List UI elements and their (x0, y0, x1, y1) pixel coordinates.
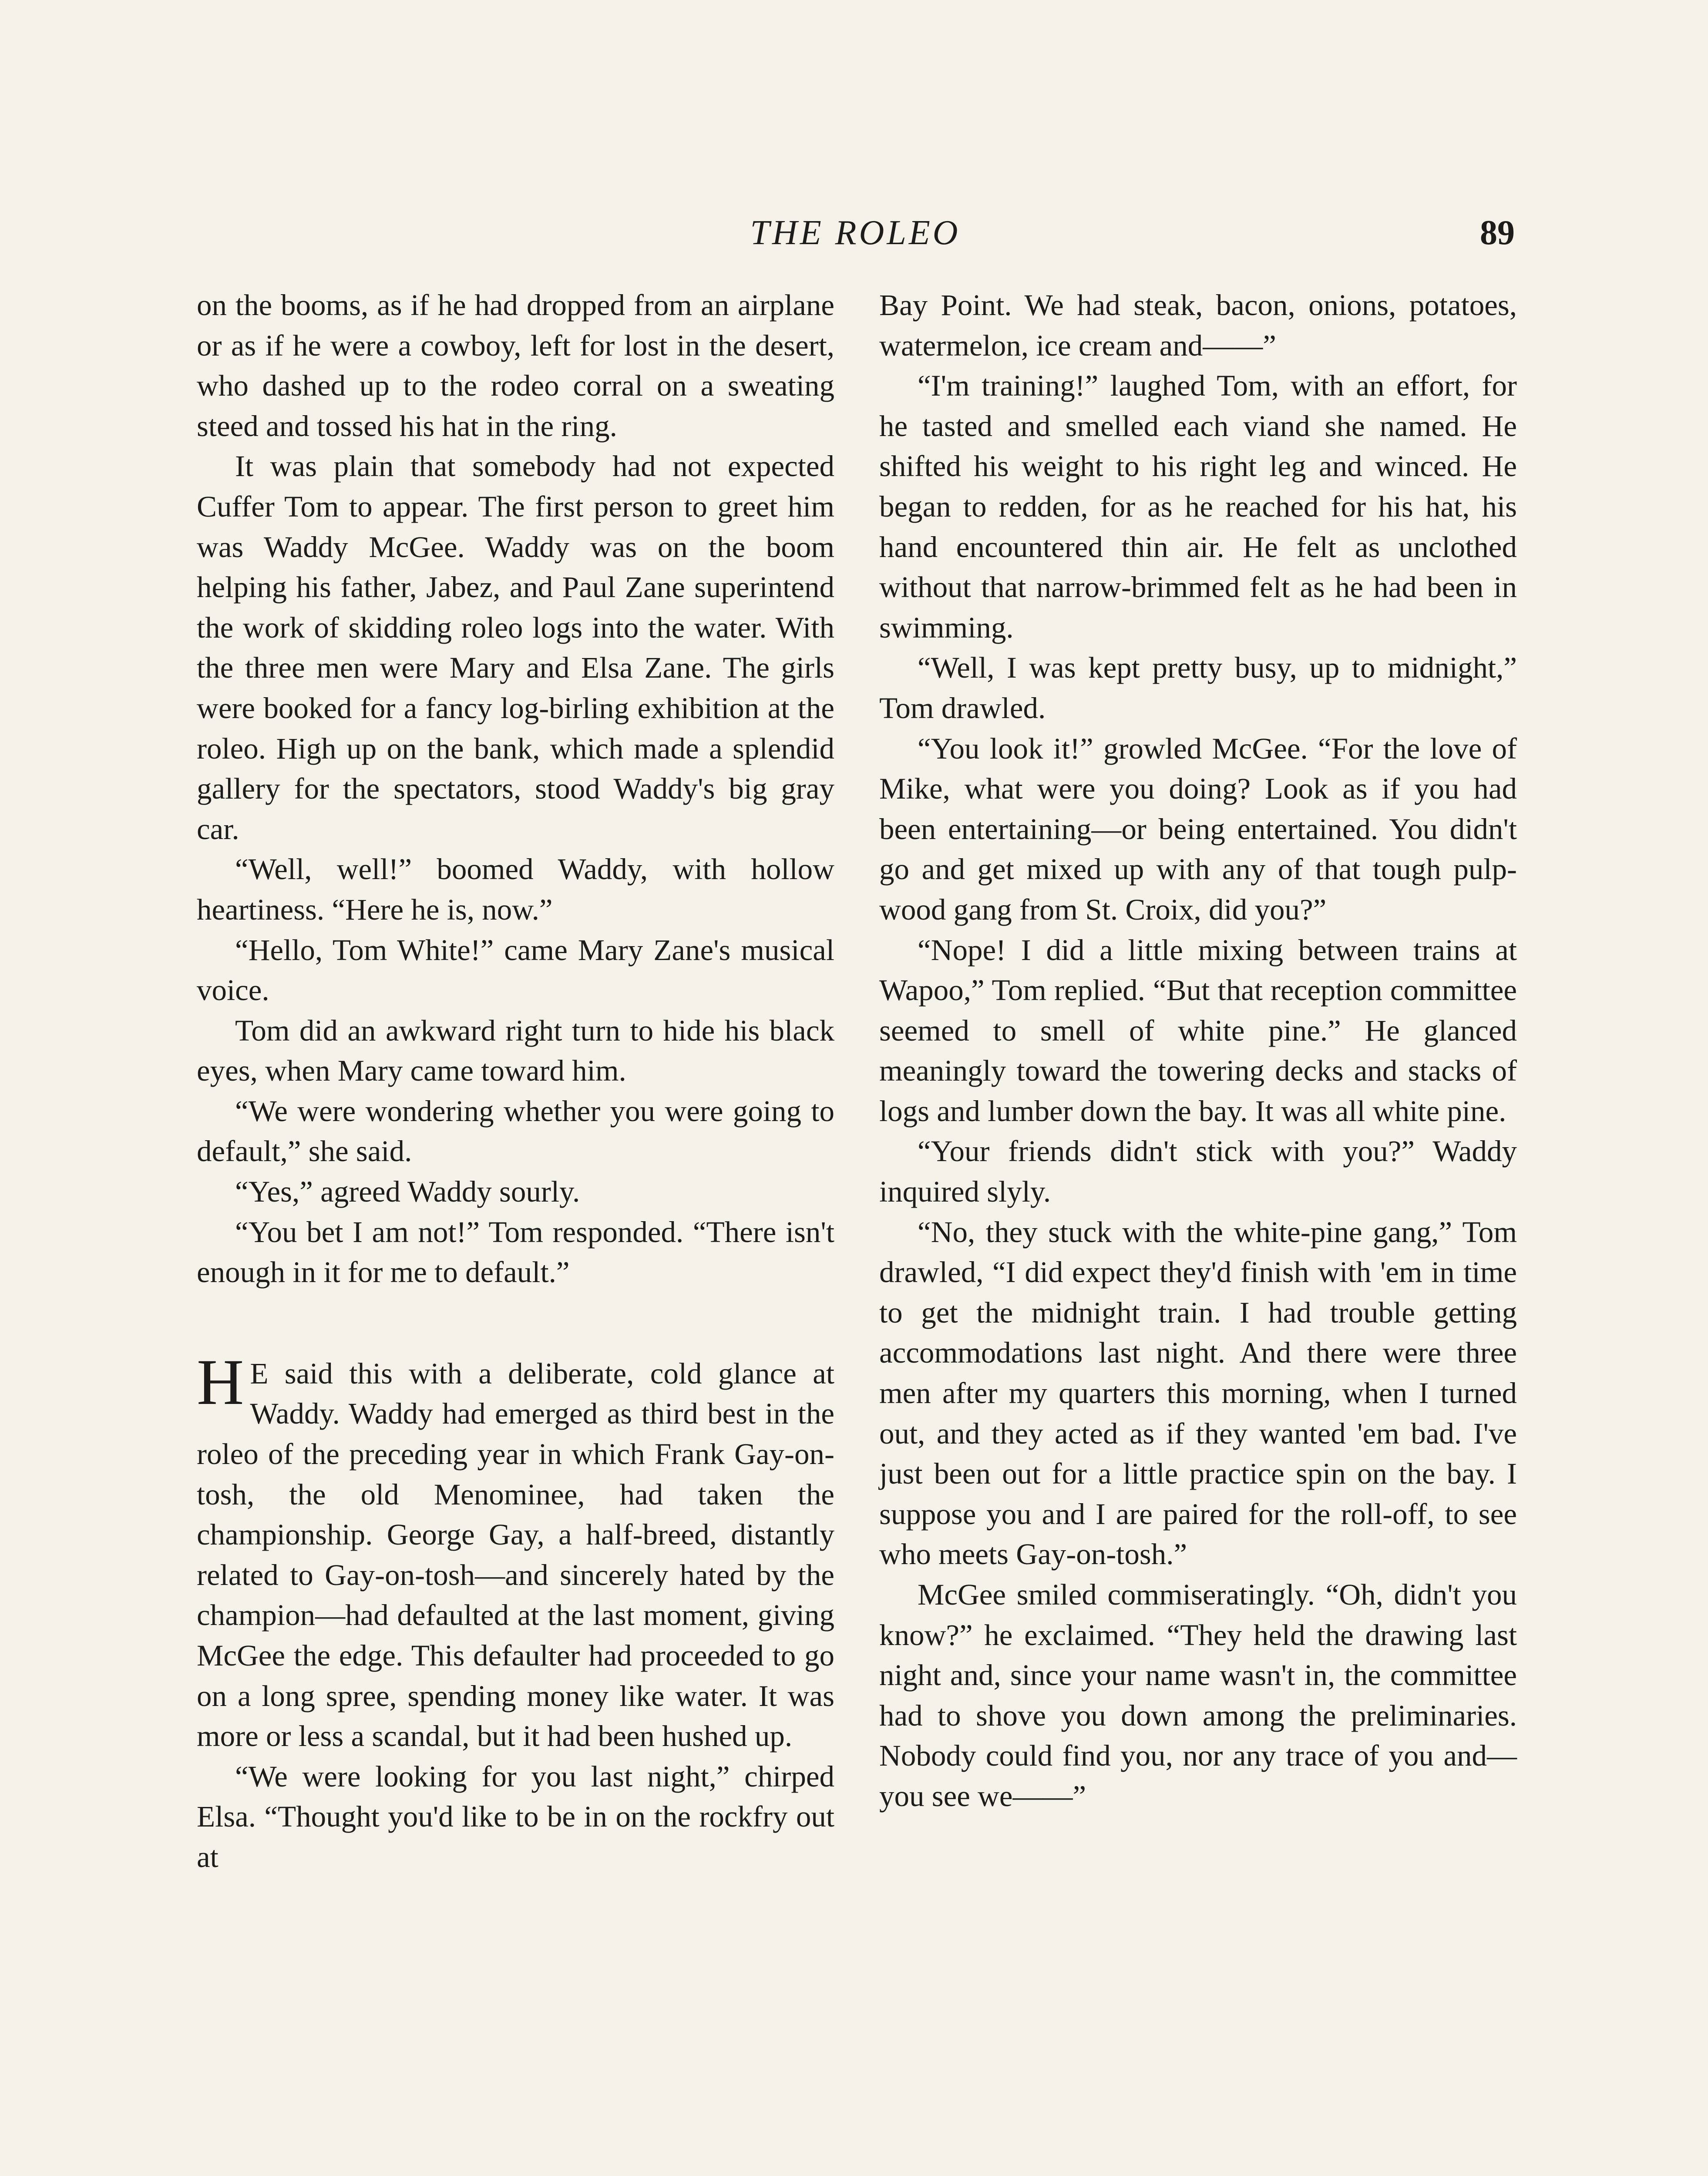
paragraph-text: E said this with a deliberate, cold glance at Waddy. Waddy had emerged as third best in the roleo of the preceding year in which Frank Gay-on-tosh, the old Menominee, had taken the championship. George Gay, a half-breed, distantly related to Gay-on-tosh—and sincerely hated by the champion—had defaulted at the last moment, giving McGee the edge. This defaulter had proceeded to go on a long spree, spending money like water. It was more or less a scandal, but it had been hushed up. (197, 1357, 834, 1753)
paragraph: It was plain that somebody had not expected Cuffer Tom to appear. The first person to greet him was Waddy McGee. Waddy was on the boom helping his father, Jabez, and Paul Zane superintend the work of skidding roleo logs into the water. With the three men were Mary and Elsa Zane. The girls were booked for a fancy log-birling exhibition at the roleo. High up on the bank, which made a splendid gallery for the spectators, stood Waddy's big gray car. (197, 450, 834, 846)
running-head: THE ROLEO (750, 214, 961, 252)
paragraph: on the booms, as if he had dropped from an airplane or as if he were a cowboy, left for lost in the desert, who dashed up to the rodeo corral on a sweating steed and tossed his hat in the ring. (197, 289, 834, 443)
section-paragraph (197, 1346, 834, 1756)
paragraph: “We were looking for you last night,” chirped Elsa. “Thought you'd like to be in on the rockfry out at (197, 1760, 834, 1874)
page-header (196, 207, 1515, 259)
paragraph: “Well, well!” boomed Waddy, with hollow heartiness. “Here he is, now.” (197, 853, 834, 926)
paragraph: “You bet I am not!” Tom responded. “There isn't enough in it for me to default.” (197, 1215, 834, 1289)
paragraph: “Your friends didn't stick with you?” Waddy inquired slyly. (879, 1135, 1517, 1209)
paragraph: Bay Point. We had steak, bacon, onions, potatoes, watermelon, ice cream and——” (879, 289, 1517, 362)
paragraph: “Hello, Tom White!” came Mary Zane's musical voice. (197, 933, 834, 1007)
paragraph: “Well, I was kept pretty busy, up to midnight,” Tom drawled. (879, 651, 1517, 725)
paragraph: McGee smiled commiseratingly. “Oh, didn't you know?” he exclaimed. “They held the drawing last night and, since your name wasn't in, the committee had to shove you down among the preliminaries. Nobody could find you, nor any trace of you and—you see we——” (879, 1578, 1517, 1813)
paragraph: “Nope! I did a little mixing between trains at Wapoo,” Tom replied. “But that reception committee seemed to smell of white pine.” He glanced meaningly toward the towering decks and stacks of logs and lumber down the bay. It was all white pine. (879, 933, 1517, 1128)
drop-cap: H (197, 1346, 244, 1418)
page-number: 89 (1480, 214, 1515, 252)
paragraph: Tom did an awkward right turn to hide his black eyes, when Mary came toward him. (197, 1014, 834, 1088)
right-column (879, 285, 1517, 1817)
left-column (197, 285, 834, 1877)
paragraph: “We were wondering whether you were going to default,” she said. (197, 1094, 834, 1168)
paragraph: “I'm training!” laughed Tom, with an effort, for he tasted and smelled each viand she named. He shifted his weight to his right leg and winced. He began to redden, for as he reached for his hat, his hand encountered thin air. He felt as unclothed without that narrow-brimmed felt as he had been in swimming. (879, 369, 1517, 644)
paragraph: “Yes,” agreed Waddy sourly. (235, 1175, 580, 1209)
paragraph: “No, they stuck with the white-pine gang,” Tom drawled, “I did expect they'd finish with 'em in time to get the midnight train. I had trouble getting accommodations last night. And there were three men after my quarters this morning, when I turned out, and they acted as if they wanted 'em bad. I've just been out for a little practice spin on the bay. I suppose you and I are paired for the roll-off, to see who meets Gay-on-tosh.” (879, 1215, 1517, 1571)
paragraph: “You look it!” growled McGee. “For the love of Mike, what were you doing? Look as if you had been entertaining—or being entertained. You didn't go and get mixed up with any of that tough pulp-wood gang from St. Croix, did you?” (879, 732, 1517, 926)
